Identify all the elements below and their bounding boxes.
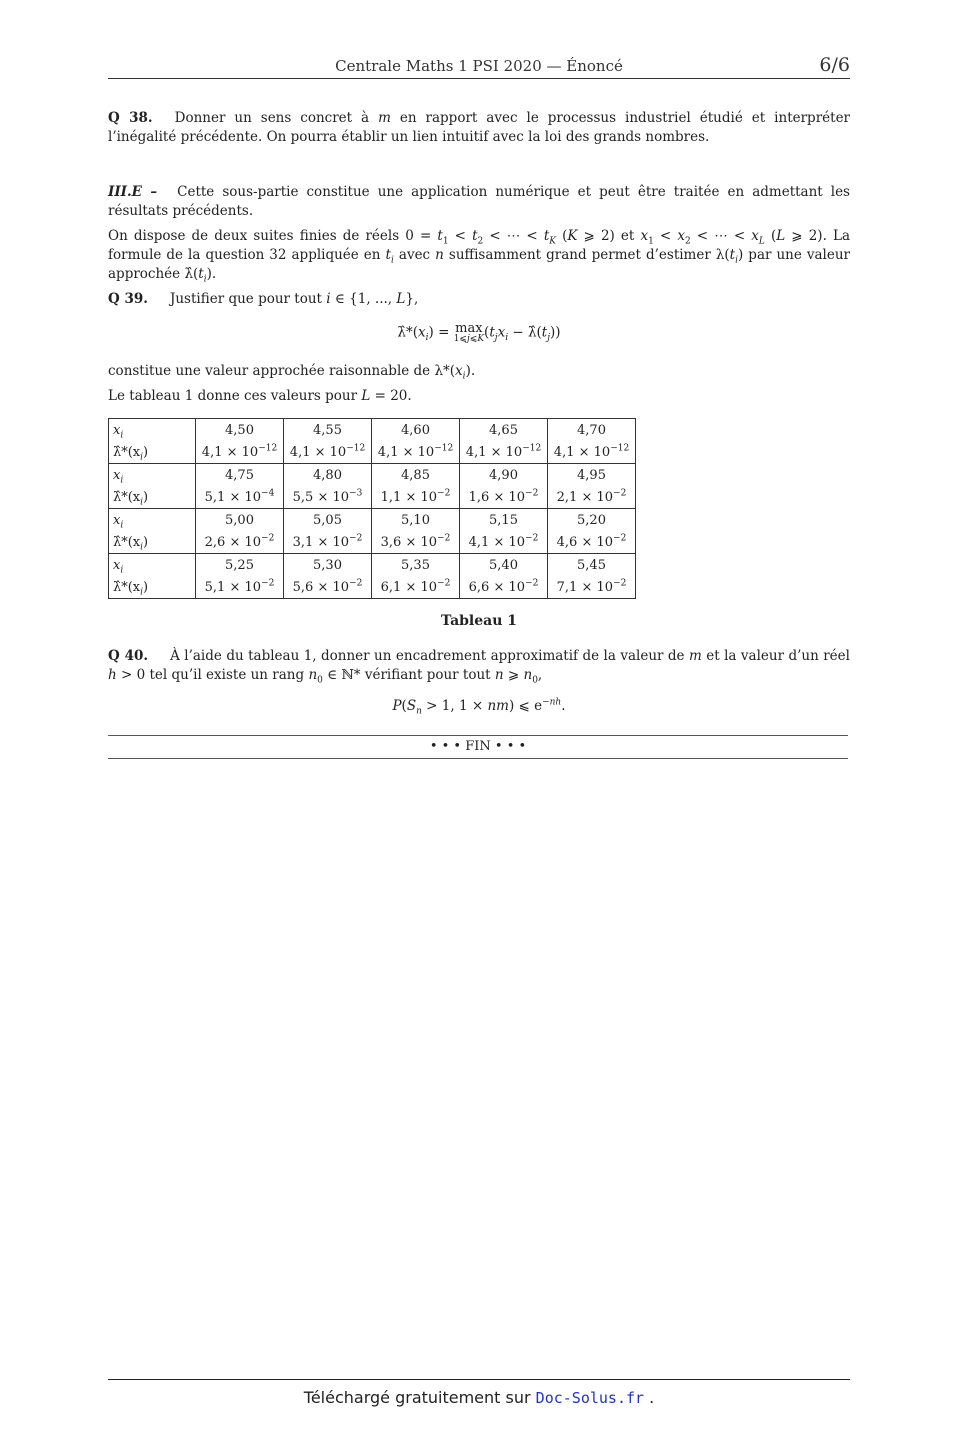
q38-label: Q 38. — [108, 110, 153, 126]
q40-text-d: vérifiant pour tout — [364, 667, 491, 683]
cell-x: 5,00 — [196, 509, 284, 532]
q38-text-b: en rapport avec le processus industriel étudié et interpréter l’inégalité précédente. On pourra établir un lien intuitif avec la loi des grands nombres. — [108, 110, 851, 145]
cell-x: 4,75 — [196, 464, 284, 487]
q39-after-text: constitue une valeur approchée raisonnable de — [108, 363, 431, 379]
table-row-x — [109, 554, 636, 577]
table-row-x — [109, 509, 636, 532]
cell-x: 4,90 — [460, 464, 548, 487]
intro-p4: suffisamment grand permet d’estimer — [448, 247, 711, 263]
q40-text-c: tel qu’il existe un rang — [149, 667, 305, 683]
question-38 — [108, 109, 850, 147]
cell-lambda: $4,6 \times 10^{-2}$ — [548, 531, 636, 554]
cell-x: 5,15 — [460, 509, 548, 532]
cell-lambda: $2,1 \times 10^{-2}$ — [548, 486, 636, 509]
cell-x: 4,60 — [372, 419, 460, 442]
q39-label: Q 39. — [108, 291, 148, 307]
footer-link[interactable]: Doc-Solus.fr — [535, 1389, 645, 1407]
cell-x: 5,35 — [372, 554, 460, 577]
cell-x: 4,95 — [548, 464, 636, 487]
row-label-lambda: $\lambdâ*(x_i)$ — [109, 531, 196, 554]
intro-p1: On dispose de deux suites finies de réels — [108, 228, 400, 244]
table-row-x — [109, 419, 636, 442]
cell-lambda: $7,1 \times 10^{-2}$ — [548, 576, 636, 599]
cell-lambda: $5,5 \times 10^{-3}$ — [284, 486, 372, 509]
cell-x: 4,55 — [284, 419, 372, 442]
cell-lambda: $4,1 \times 10^{-12}$ — [284, 441, 372, 464]
cell-x: 5,25 — [196, 554, 284, 577]
fin-marker: • • • FIN • • • — [108, 735, 848, 759]
cell-x: 4,80 — [284, 464, 372, 487]
cell-lambda: $1,1 \times 10^{-2}$ — [372, 486, 460, 509]
cell-x: 4,65 — [460, 419, 548, 442]
cell-lambda: $5,6 \times 10^{-2}$ — [284, 576, 372, 599]
cell-x: 5,30 — [284, 554, 372, 577]
cell-lambda: $6,6 \times 10^{-2}$ — [460, 576, 548, 599]
page-number: 6/6 — [819, 54, 850, 76]
row-label-x: $x_i$ — [109, 464, 196, 487]
intro-p5: par une valeur approchée — [108, 247, 850, 282]
section-label: III.E – — [108, 184, 158, 200]
cell-lambda: $1,6 \times 10^{-2}$ — [460, 486, 548, 509]
table-row-x — [109, 464, 636, 487]
cell-x: 4,50 — [196, 419, 284, 442]
cell-x: 4,70 — [548, 419, 636, 442]
equation-probability: $P(S_n > 1$, 1 × nm) ⩽ $e^{-nh}$. — [392, 697, 566, 717]
q40-label: Q 40. — [108, 648, 149, 664]
equation-lambda-star: $\lambdâ*(x_i)$ = max 1⩽j⩽K ($t_jx_i$ − $\lambdâ(t_j)$) — [397, 321, 561, 344]
question-40: Q 40. À l’aide du tableau 1, donner un encadrement approximatif de la valeur de m et la valeur d’un réel h > 0 tel qu’il existe un rang $n_0$ ∈ ℕ* vérifiant pour tout n ⩾ $n_0$, — [108, 648, 850, 686]
intro-p3: avec — [398, 247, 431, 263]
cell-x: 5,10 — [372, 509, 460, 532]
section-iii-e — [108, 183, 850, 221]
question-39: Q 39. Justifier que pour tout i ∈ {1, ..., L}, — [108, 291, 419, 307]
header-title: Centrale Maths 1 PSI 2020 — Énoncé — [335, 57, 623, 75]
footer-end: . — [644, 1388, 655, 1407]
cell-lambda: $5,1 \times 10^{-2}$ — [196, 576, 284, 599]
cell-lambda: $3,6 \times 10^{-2}$ — [372, 531, 460, 554]
q40-text-b: et la valeur d’un réel — [706, 648, 850, 664]
row-label-x: $x_i$ — [109, 554, 196, 577]
table-row-lambda — [109, 531, 636, 554]
intro-paragraph: On dispose de deux suites finies de réels $0 = t_1 < t_2$ < ⋯ < $t_K$ (K ⩾ 2) et $x_1 < x_2$ < ⋯ < $x_L$ (L ⩾ 2). La formule de la question 32 appliquée en $t_i$ avec n suffisamment grand permet d’estimer $\lambda(t_i)$ par une valeur approchée $\lambdâ(t_i)$. — [108, 228, 850, 285]
row-label-x: $x_i$ — [109, 509, 196, 532]
section-text: Cette sous-partie constitue une application numérique et peut être traitée en admettant les résultats précédents. — [108, 184, 850, 219]
q38-text-a: Donner un sens concret à — [174, 110, 379, 126]
cell-x: 5,40 — [460, 554, 548, 577]
cell-lambda: $4,1 \times 10^{-12}$ — [196, 441, 284, 464]
table-intro-text: Le tableau 1 donne ces valeurs pour — [108, 388, 358, 404]
q38-var: m — [378, 110, 391, 126]
q39-text: Justifier que pour tout — [169, 291, 322, 307]
footer-text: Téléchargé gratuitement sur — [303, 1388, 536, 1407]
row-label-lambda: $\lambdâ*(x_i)$ — [109, 486, 196, 509]
cell-lambda: $4,1 \times 10^{-12}$ — [372, 441, 460, 464]
intro-p2: La formule de la question 32 appliquée en — [108, 228, 850, 263]
cell-lambda: $3,1 \times 10^{-2}$ — [284, 531, 372, 554]
cell-x: 5,20 — [548, 509, 636, 532]
cell-lambda: $4,1 \times 10^{-2}$ — [460, 531, 548, 554]
page-header — [108, 54, 850, 79]
row-label-lambda: $\lambdâ*(x_i)$ — [109, 576, 196, 599]
q40-text-a: À l’aide du tableau 1, donner un encadrement approximatif de la valeur de — [170, 648, 685, 664]
cell-lambda: $4,1 \times 10^{-12}$ — [460, 441, 548, 464]
table-intro: Le tableau 1 donne ces valeurs pour L = 20. — [108, 388, 412, 404]
cell-x: 5,05 — [284, 509, 372, 532]
cell-lambda: $6,1 \times 10^{-2}$ — [372, 576, 460, 599]
table-row-lambda — [109, 441, 636, 464]
cell-lambda: $4,1 \times 10^{-12}$ — [548, 441, 636, 464]
q39-after: constitue une valeur approchée raisonnable de $\lambda*(x_i)$. — [108, 363, 476, 382]
cell-lambda: $5,1 \times 10^{-4}$ — [196, 486, 284, 509]
cell-x: 4,85 — [372, 464, 460, 487]
table-row-lambda — [109, 576, 636, 599]
table-caption: Tableau 1 — [440, 613, 518, 629]
cell-lambda: $2,6 \times 10^{-2}$ — [196, 531, 284, 554]
page-footer — [108, 1379, 850, 1407]
values-table — [108, 418, 636, 599]
table-row-lambda — [109, 486, 636, 509]
cell-x: 5,45 — [548, 554, 636, 577]
row-label-x: $x_i$ — [109, 419, 196, 442]
row-label-lambda: $\lambdâ*(x_i)$ — [109, 441, 196, 464]
